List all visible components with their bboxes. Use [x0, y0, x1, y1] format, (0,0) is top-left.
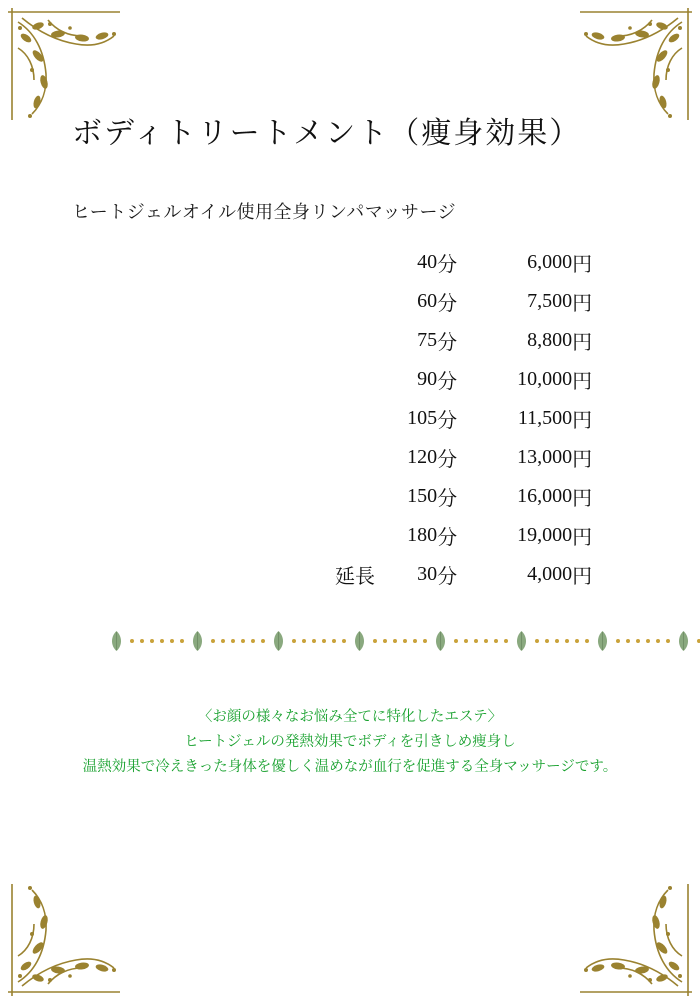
ornament-corner-top-left: [4, 4, 124, 124]
leaf-icon: [351, 630, 368, 652]
leaf-icon: [270, 630, 287, 652]
leaf-icon: [513, 630, 530, 652]
row-currency: 円: [572, 527, 593, 549]
row-duration: 180: [407, 524, 438, 546]
dot-icon: [130, 639, 134, 643]
table-row: [300, 282, 600, 321]
row-price: 11,500: [517, 407, 573, 429]
row-duration-unit: 分: [437, 410, 458, 432]
dot-icon: [555, 639, 559, 643]
dot-icon: [322, 639, 326, 643]
dot-icon: [393, 639, 397, 643]
dot-icon: [646, 639, 650, 643]
row-price: 10,000: [517, 368, 573, 390]
leaf-dot-divider: [108, 628, 588, 654]
dot-run: [692, 639, 700, 643]
row-duration-unit: 分: [437, 449, 458, 471]
dot-run: [206, 639, 270, 643]
row-currency: 円: [572, 566, 593, 588]
dot-icon: [292, 639, 296, 643]
row-prefix: [300, 282, 375, 321]
row-prefix: [300, 321, 375, 360]
dot-icon: [626, 639, 630, 643]
dot-icon: [545, 639, 549, 643]
dot-icon: [383, 639, 387, 643]
table-row: [300, 321, 600, 360]
row-duration: 40: [417, 251, 438, 273]
dot-icon: [373, 639, 377, 643]
dot-icon: [494, 639, 498, 643]
row-prefix: [300, 438, 375, 477]
dot-icon: [241, 639, 245, 643]
dot-icon: [423, 639, 427, 643]
price-table-body: [300, 243, 600, 594]
leaf-icon: [675, 630, 692, 652]
row-price: 7,500: [527, 290, 573, 312]
leaf-icon: [594, 630, 611, 652]
table-row: [300, 360, 600, 399]
price-table: [300, 243, 600, 594]
row-duration-unit: 分: [437, 566, 458, 588]
row-duration: 30: [417, 563, 438, 585]
row-price: 6,000: [527, 251, 573, 273]
row-price: 8,800: [527, 329, 573, 351]
dot-run: [287, 639, 351, 643]
table-row: [300, 516, 600, 555]
page-title: ボディトリートメント（痩身効果）: [72, 117, 582, 150]
note-line-1: 〈お顔の様々なお悩み全てに特化したエステ〉: [197, 709, 503, 725]
row-currency: 円: [572, 449, 593, 471]
dot-icon: [251, 639, 255, 643]
row-prefix: 延長: [335, 566, 375, 588]
dot-icon: [342, 639, 346, 643]
dot-run: [530, 639, 594, 643]
table-row: [300, 438, 600, 477]
dot-icon: [535, 639, 539, 643]
dot-icon: [180, 639, 184, 643]
dot-icon: [504, 639, 508, 643]
row-duration-unit: 分: [437, 527, 458, 549]
dot-icon: [585, 639, 589, 643]
note-block: [0, 705, 700, 780]
row-duration-unit: 分: [437, 488, 458, 510]
dot-icon: [150, 639, 154, 643]
table-row: [300, 399, 600, 438]
leaf-icon: [189, 630, 206, 652]
dot-icon: [221, 639, 225, 643]
row-duration: 60: [417, 290, 438, 312]
row-duration: 150: [407, 485, 438, 507]
row-prefix: [300, 399, 375, 438]
dot-icon: [474, 639, 478, 643]
note-line-2: ヒートジェルの発熱効果でボディを引きしめ痩身し: [184, 734, 516, 750]
row-currency: 円: [572, 371, 593, 393]
row-duration-unit: 分: [437, 254, 458, 276]
dot-run: [611, 639, 675, 643]
table-row: [300, 555, 600, 594]
dot-icon: [454, 639, 458, 643]
dot-icon: [575, 639, 579, 643]
dot-icon: [312, 639, 316, 643]
dot-icon: [616, 639, 620, 643]
dot-icon: [565, 639, 569, 643]
ornament-corner-top-right: [576, 4, 696, 124]
row-price: 19,000: [517, 524, 573, 546]
row-currency: 円: [572, 332, 593, 354]
row-duration: 90: [417, 368, 438, 390]
row-prefix: [300, 477, 375, 516]
ornament-corner-bottom-right: [576, 880, 696, 1000]
dot-icon: [140, 639, 144, 643]
row-currency: 円: [572, 488, 593, 510]
row-duration-unit: 分: [437, 293, 458, 315]
row-duration: 105: [407, 407, 438, 429]
dot-icon: [666, 639, 670, 643]
leaf-icon: [108, 630, 125, 652]
row-price: 4,000: [527, 563, 573, 585]
dot-icon: [231, 639, 235, 643]
menu-subtitle: ヒートジェルオイル使用全身リンパマッサージ: [72, 202, 457, 222]
row-prefix: [300, 516, 375, 555]
dot-icon: [170, 639, 174, 643]
ornament-corner-bottom-left: [4, 880, 124, 1000]
dot-run: [125, 639, 189, 643]
dot-icon: [484, 639, 488, 643]
dot-icon: [636, 639, 640, 643]
dot-icon: [464, 639, 468, 643]
dot-icon: [160, 639, 164, 643]
row-duration: 120: [407, 446, 438, 468]
table-row: [300, 477, 600, 516]
note-line-3: 温熱効果で冷えきった身体を優しく温めなが血行を促進する全身マッサージです。: [82, 759, 618, 775]
dot-icon: [211, 639, 215, 643]
row-prefix: [300, 243, 375, 282]
dot-icon: [261, 639, 265, 643]
table-row: [300, 243, 600, 282]
dot-icon: [413, 639, 417, 643]
leaf-icon: [432, 630, 449, 652]
row-price: 13,000: [517, 446, 573, 468]
dot-run: [449, 639, 513, 643]
dot-run: [368, 639, 432, 643]
row-prefix: [300, 360, 375, 399]
dot-icon: [403, 639, 407, 643]
dot-icon: [332, 639, 336, 643]
row-currency: 円: [572, 410, 593, 432]
row-duration-unit: 分: [437, 332, 458, 354]
row-currency: 円: [572, 254, 593, 276]
row-duration: 75: [417, 329, 438, 351]
dot-icon: [656, 639, 660, 643]
row-currency: 円: [572, 293, 593, 315]
row-duration-unit: 分: [437, 371, 458, 393]
row-price: 16,000: [517, 485, 573, 507]
dot-icon: [302, 639, 306, 643]
